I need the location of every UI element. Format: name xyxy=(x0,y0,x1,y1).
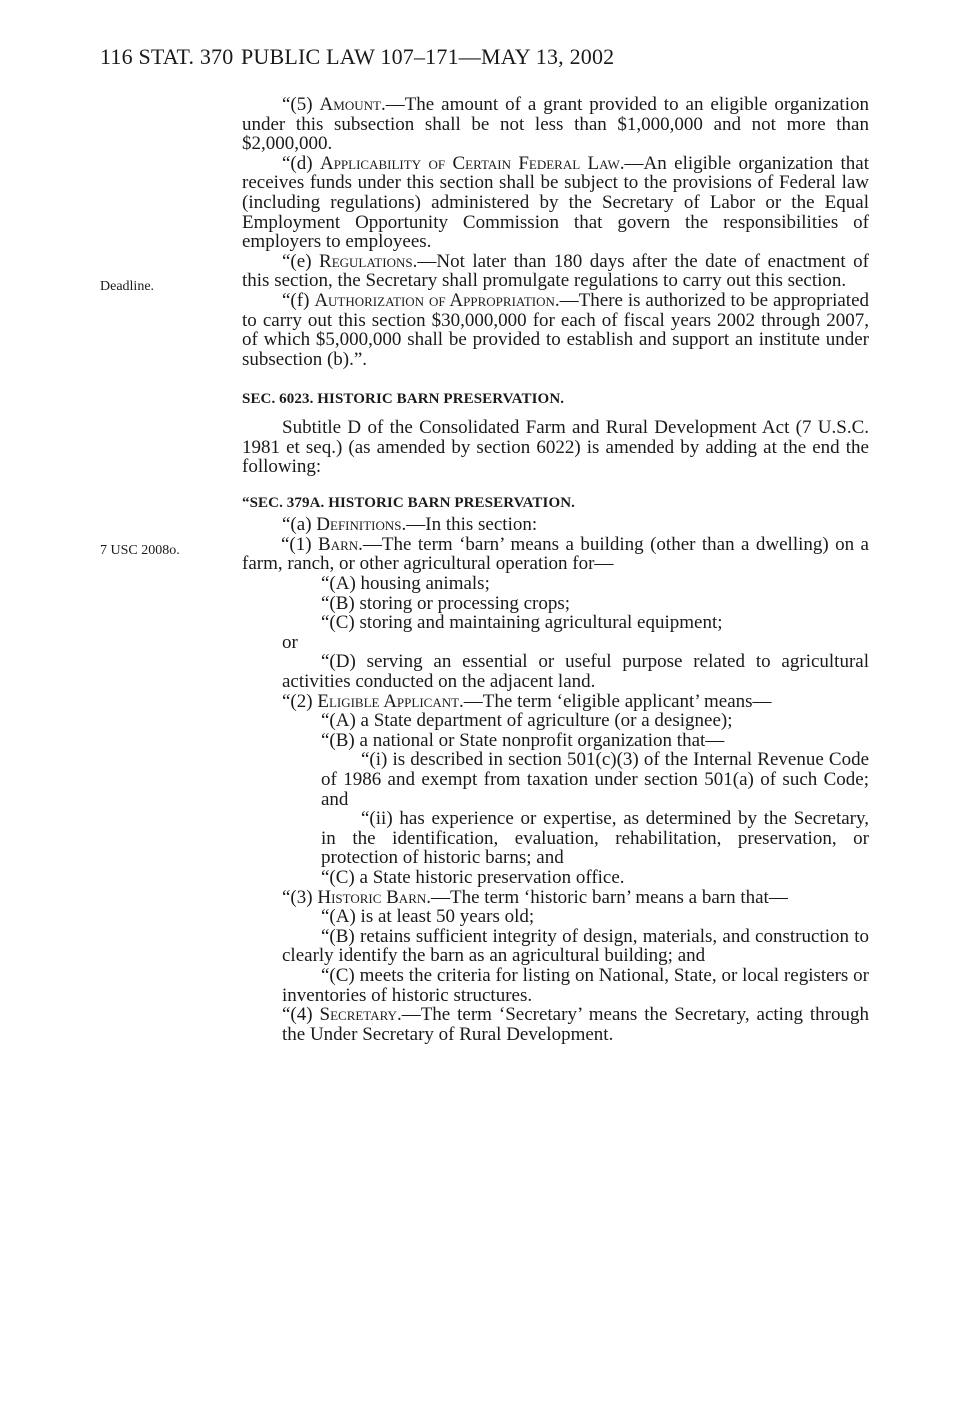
definition-1-or: or xyxy=(282,631,298,653)
definition-1-b: “(B) storing or processing crops; xyxy=(321,592,571,614)
page-reference: 116 STAT. 370 xyxy=(100,44,234,69)
definition-3-a: “(A) is at least 50 years old; xyxy=(321,906,535,928)
heading-amount: Amount xyxy=(319,94,381,115)
definition-1-a: “(A) housing animals; xyxy=(321,573,490,595)
definition-2-c: “(C) a State historic preservation office. xyxy=(321,866,625,888)
subsection-d: “(d) Applicability of Certain Federal Law.—An eligible organization that receives funds under this section shall be subject to the provisions of Federal law (including regulations) administered by the Secretary of Labor or the Equal Employment Opportunity Commission that govern the responsibilities of employers to employees. xyxy=(242,152,869,253)
subsection-e: “(e) Regulations.—Not later than 180 days after the date of enactment of this section, the Secretary shall promulgate regulations to carry out this section. xyxy=(242,250,869,292)
definition-2-a: “(A) a State department of agriculture (or a designee); xyxy=(321,710,733,732)
definition-1-d: “(D) serving an essential or useful purpose related to agricultural activities conducted on the adjacent land. xyxy=(282,651,869,693)
definition-3-b: “(B) retains sufficient integrity of design, materials, and construction to clearly identify the barn as an agricultural building; and xyxy=(282,925,869,967)
definition-2-b-ii: “(ii) has experience or expertise, as determined by the Secretary, in the identification, evaluation, rehabilitation, preservation, or protection of historic barns; and xyxy=(321,808,869,869)
heading-authorization: Authorization of Appropriation xyxy=(314,289,555,311)
section-6023-heading: SEC. 6023. HISTORIC BARN PRESERVATION. xyxy=(242,391,565,408)
heading-definitions: Definitions xyxy=(316,514,402,536)
definition-2-eligible-applicant: “(2) Eligible Applicant.—The term ‘eligible applicant’ means— xyxy=(282,690,772,712)
heading-historic-barn: Historic Barn xyxy=(317,886,427,908)
margin-note-usc: 7 USC 2008o. xyxy=(100,543,180,558)
subsection-a-definitions: “(a) Definitions.—In this section: xyxy=(282,514,538,536)
page-header xyxy=(100,44,900,74)
margin-note-deadline: Deadline. xyxy=(100,279,155,294)
heading-secretary: Secretary xyxy=(319,1004,397,1026)
heading-barn: Barn xyxy=(318,533,359,555)
heading-eligible-applicant: Eligible Applicant xyxy=(317,690,460,712)
definition-2-b: “(B) a national or State nonprofit organization that— xyxy=(321,729,725,751)
section-6023-text: Subtitle D of the Consolidated Farm and Rural Development Act (7 U.S.C. 1981 et seq.) (as amended by section 6022) is amended by adding at the end the following: xyxy=(242,416,869,478)
definition-3-historic-barn: “(3) Historic Barn.—The term ‘historic barn’ means a barn that— xyxy=(282,886,788,908)
heading-regulations: Regulations xyxy=(319,250,413,272)
definition-3-c: “(C) meets the criteria for listing on National, State, or local registers or inventories of historic structures. xyxy=(282,964,869,1006)
subsection-f: “(f) Authorization of Appropriation.—There is authorized to be appropriated to carry out this section $30,000,000 for each of fiscal years 2002 through 2007, of which $5,000,000 shall be provided to establish and support an institute under subsection (b).”. xyxy=(242,289,869,370)
running-head: PUBLIC LAW 107–171—MAY 13, 2002 xyxy=(241,44,615,69)
statute-text xyxy=(242,95,869,1044)
definition-1-c: “(C) storing and maintaining agricultural equipment; xyxy=(321,612,723,634)
definition-1-barn: “(1) Barn.—The term ‘barn’ means a building (other than a dwelling) on a farm, ranch, or other agricultural operation for— xyxy=(242,533,869,575)
definition-4-secretary: “(4) Secretary.—The term ‘Secretary’ means the Secretary, acting through the Under Secretary of Rural Development. xyxy=(282,1004,869,1045)
paragraph-5-amount: “(5) Amount.—The amount of a grant provided to an eligible organization under this subsection shall be not less than $1,000,000 and not more than $2,000,000. xyxy=(242,94,869,155)
section-379a-heading: “SEC. 379A. HISTORIC BARN PRESERVATION. xyxy=(242,494,576,511)
definition-2-b-i: “(i) is described in section 501(c)(3) of the Internal Revenue Code of 1986 and exempt from taxation under section 501(a) of such Code; and xyxy=(321,749,869,810)
heading-applicability: Applicability of Certain Federal Law xyxy=(319,152,620,174)
